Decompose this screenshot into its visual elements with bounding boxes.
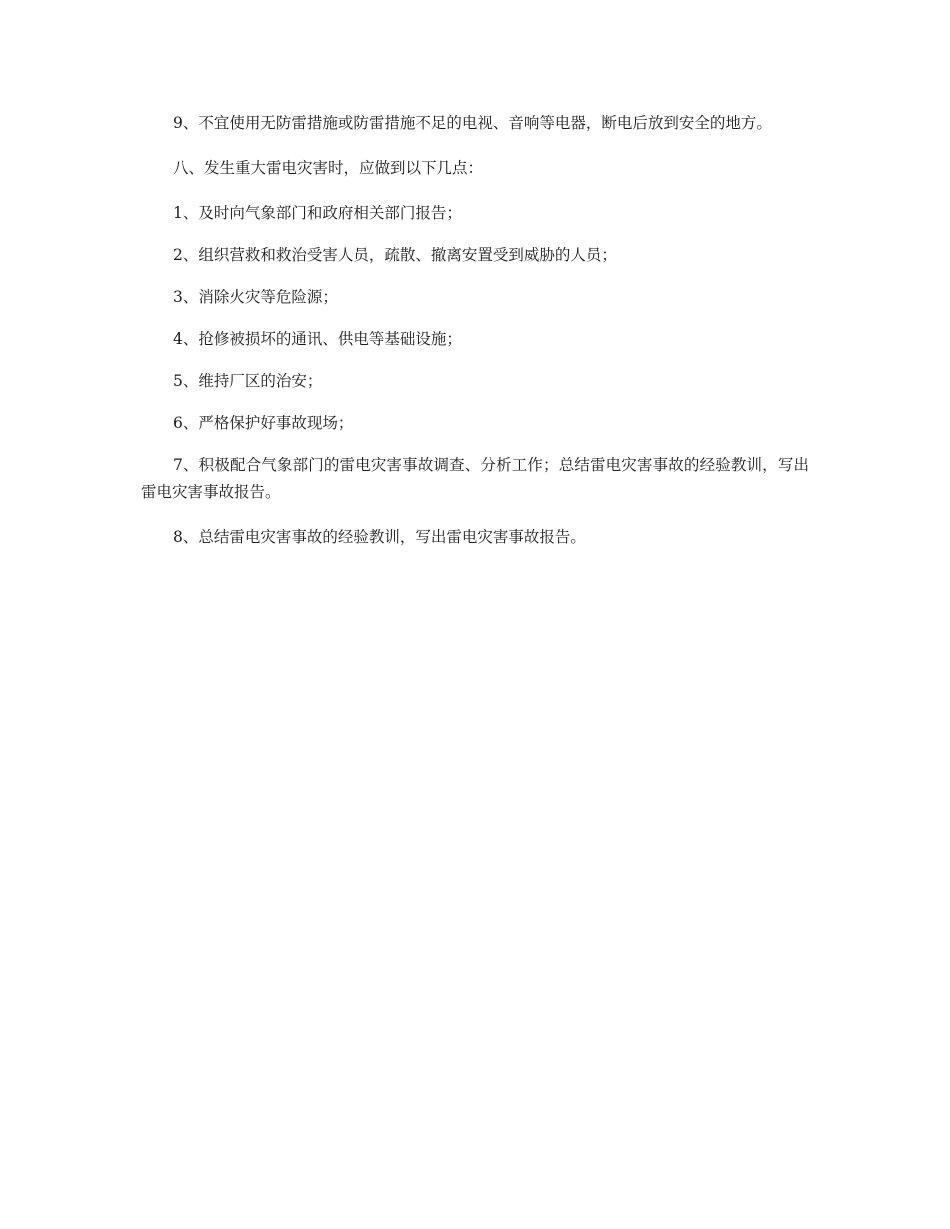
list-item-2: 2、组织营救和救治受害人员，疏散、撤离安置受到威胁的人员； bbox=[173, 246, 617, 264]
list-item-5: 5、维持厂区的治安； bbox=[173, 372, 323, 390]
list-item-4: 4、抢修被损坏的通讯、供电等基础设施； bbox=[173, 330, 462, 348]
document-body bbox=[141, 110, 809, 569]
list-item-3: 3、消除火灾等危险源； bbox=[173, 288, 338, 306]
list-item-1: 1、及时向气象部门和政府相关部门报告； bbox=[173, 204, 462, 222]
section-heading-8: 八、发生重大雷电灾害时，应做到以下几点： bbox=[173, 159, 484, 177]
list-item-6: 6、严格保护好事故现场； bbox=[173, 414, 354, 432]
list-item-8: 8、总结雷电灾害事故的经验教训，写出雷电灾害事故报告。 bbox=[173, 528, 586, 546]
list-item-7: 7、积极配合气象部门的雷电灾害事故调查、分析工作；总结雷电灾害事故的经验教训，写出雷电灾害事故报告。 bbox=[141, 456, 809, 501]
paragraph-item-9: 9、不宜使用无防雷措施或防雷措施不足的电视、音响等电器，断电后放到安全的地方。 bbox=[173, 114, 772, 132]
